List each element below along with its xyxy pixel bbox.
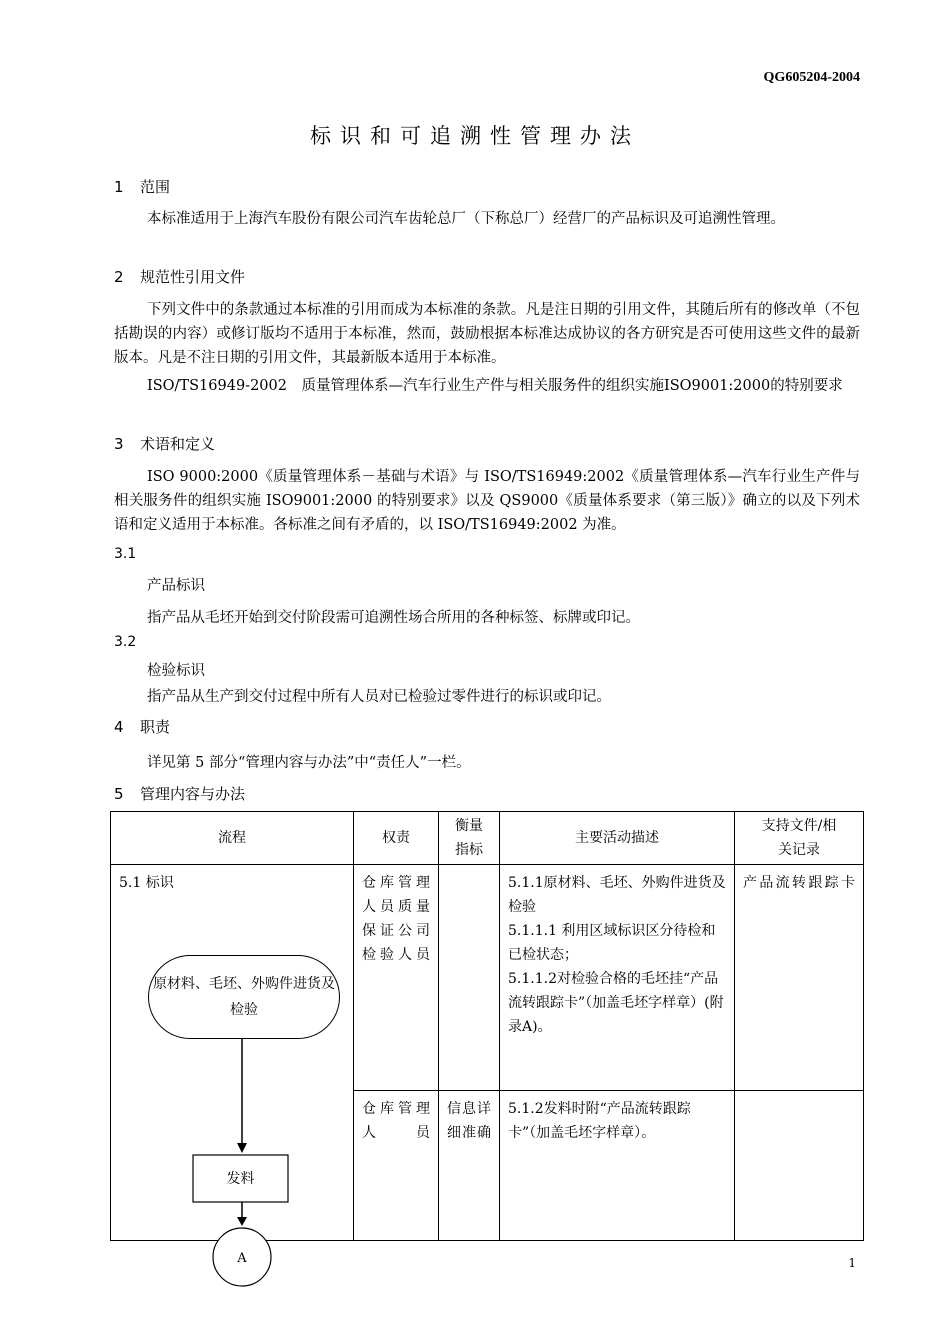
definition-3-1-text: 指产品从毛坯开始到交付阶段需可追溯性场合所用的各种标签、标牌或印记。 xyxy=(147,610,640,626)
definition-3-1-number: 3.1 xyxy=(114,546,137,562)
section-2-reference: ISO/TS16949-2002 质量管理体系—汽车行业生产件与相关服务件的组织实施ISO9001:2000的特别要求 xyxy=(147,378,843,394)
section-4-heading xyxy=(114,716,170,737)
row-1-activity xyxy=(500,865,735,1091)
definition-3-1-term: 产品标识 xyxy=(147,578,205,594)
row-1-responsibility: 仓库管理人员质量保证公司检验人员 xyxy=(354,865,439,1091)
header-activity: 主要活动描述 xyxy=(500,812,735,865)
activity-line: 5.1.1.1 利用区域标识区分待检和已检状态； xyxy=(508,923,716,963)
header-flow: 流程 xyxy=(111,812,354,865)
arrow-head-icon xyxy=(237,1143,247,1153)
page-title: 标识和可追溯性管理办法 xyxy=(310,124,640,148)
flow-diagram xyxy=(111,865,354,1266)
activity-line: 5.1.1原材料、毛坯、外购件进货及检验 xyxy=(508,875,726,915)
section-number: 5 xyxy=(114,785,124,803)
section-1-text: 本标准适用于上海汽车股份有限公司汽车齿轮总厂（下称总厂）经营厂的产品标识及可追溯性管理。 xyxy=(147,211,785,227)
document-number: QG605204-2004 xyxy=(763,70,860,85)
section-2-heading xyxy=(114,266,245,287)
section-title: 术语和定义 xyxy=(140,435,216,453)
section-3-text: ISO 9000:2000《质量管理体系－基础与术语》与 ISO/TS16949:2002《质量管理体系—汽车行业生产件与相关服务件的组织实施 ISO9001:2000 的特别要求》以及 QS9000《质量体系要求（第三版）》确立的以及下列术语和定义适用于本标准。各标准之间有矛盾的，以 ISO/TS16949:2002 为准。 xyxy=(114,469,860,533)
row-1-documents: 产品流转跟踪卡 xyxy=(735,865,864,1091)
section-number: 2 xyxy=(114,268,124,286)
row-2-metric: 信息详细准确 xyxy=(439,1091,500,1241)
section-3-heading xyxy=(114,433,215,454)
header-documents: 支持文件/相关记录 xyxy=(735,812,864,865)
section-title: 规范性引用文件 xyxy=(140,268,246,286)
section-title: 职责 xyxy=(140,718,171,736)
header-metric: 衡量指标 xyxy=(439,812,500,865)
management-table xyxy=(110,811,864,1266)
page-number: 1 xyxy=(848,1256,856,1270)
row-2-responsibility: 仓库管理人员 xyxy=(354,1091,439,1241)
definition-3-2-number: 3.2 xyxy=(114,634,137,650)
section-number: 1 xyxy=(114,178,124,196)
flow-diagram-cell xyxy=(111,865,354,1266)
row-2-activity xyxy=(500,1091,735,1241)
section-2-text: 下列文件中的条款通过本标准的引用而成为本标准的条款。凡是注日期的引用文件，其随后所有的修改单（不包括勘误的内容）或修订版均不适用于本标准，然而，鼓励根据本标准达成协议的各方研究是否可使用这些文件的最新版本。凡是不注日期的引用文件，其最新版本适用于本标准。 xyxy=(114,302,860,366)
section-5-heading xyxy=(114,783,245,804)
table-row xyxy=(111,865,864,1091)
activity-line: 5.1.1.2对检验合格的毛坯挂“产品流转跟踪卡”（加盖毛坯字样章）(附录A)。 xyxy=(508,971,724,1035)
activity-line: 5.1.2发料时附“产品流转跟踪卡”（加盖毛坯字样章）。 xyxy=(508,1101,691,1141)
flow-start-node: 原材料、毛坯、外购件进货及检验 xyxy=(148,955,340,1039)
section-4-text: 详见第 5 部分“管理内容与办法”中“责任人”一栏。 xyxy=(147,755,471,771)
definition-3-2-term: 检验标识 xyxy=(147,663,205,679)
section-title: 范围 xyxy=(140,178,171,196)
section-number: 4 xyxy=(114,718,124,736)
section-title: 管理内容与办法 xyxy=(140,785,246,803)
flow-issue-label: 发料 xyxy=(226,1171,255,1187)
arrow-head-icon xyxy=(237,1217,247,1226)
row-2-documents xyxy=(735,1091,864,1241)
table-header-row xyxy=(111,812,864,865)
section-1-heading xyxy=(114,176,170,197)
header-responsibility: 权责 xyxy=(354,812,439,865)
row-1-metric xyxy=(439,865,500,1091)
section-number: 3 xyxy=(114,435,124,453)
definition-3-2-text: 指产品从生产到交付过程中所有人员对已检验过零件进行的标识或印记。 xyxy=(147,689,611,705)
flow-label: 5.1 标识 xyxy=(119,875,174,891)
flow-connector-label: A xyxy=(237,1251,247,1266)
